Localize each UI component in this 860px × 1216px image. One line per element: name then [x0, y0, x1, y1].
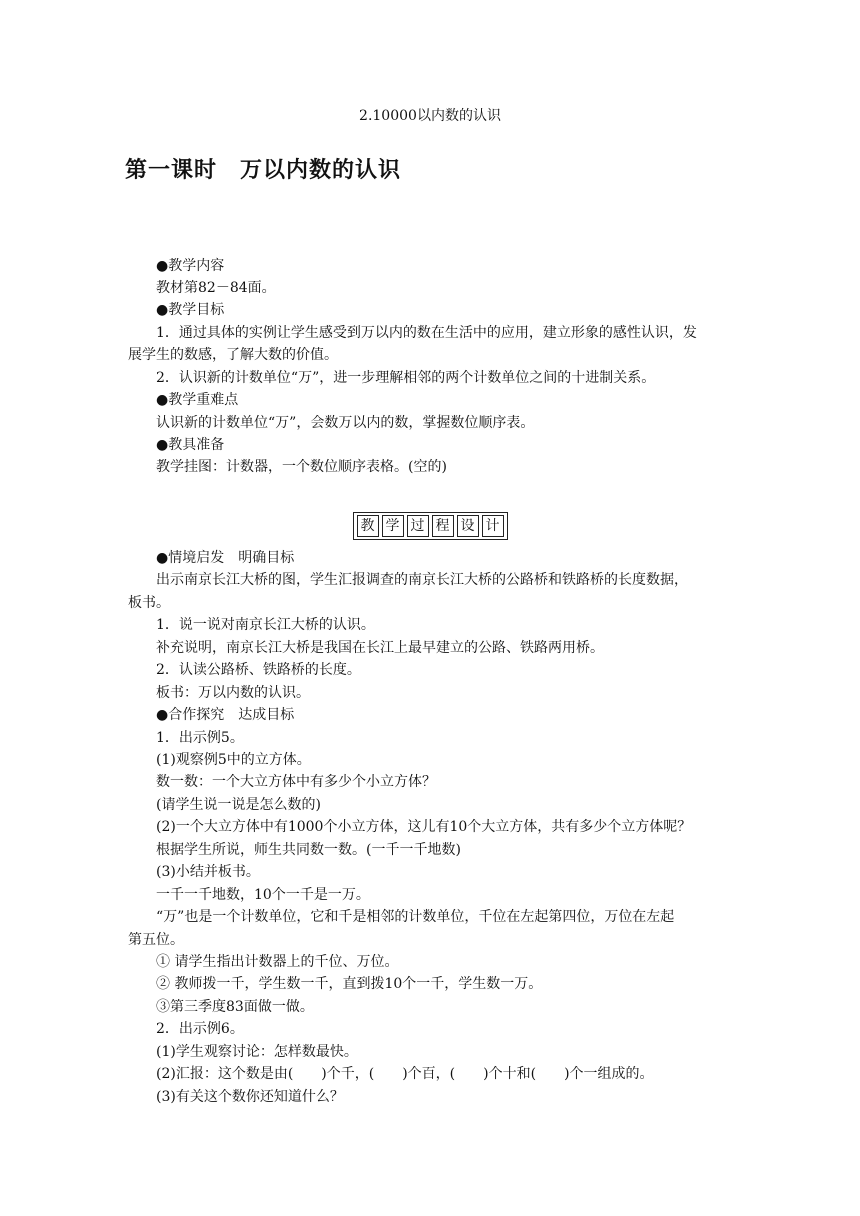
paragraph-line: 1．说一说对南京长江大桥的认识。: [156, 617, 375, 633]
paragraph-line: “万”也是一个计数单位，它和千是相邻的计数单位，千位在左起第四位，万位在左起: [156, 909, 675, 925]
paragraph-line: ② 教师拨一千，学生数一千，直到拨10个一千，学生数一万。: [156, 976, 543, 992]
paragraph-line: ③第三季度83面做一做。: [156, 999, 314, 1015]
teaching-process-banner: [0, 512, 860, 540]
banner-char: 设: [457, 515, 479, 537]
paragraph-line: 1．出示例5。: [156, 730, 244, 746]
paragraph-line: 教学挂图：计数器，一个数位顺序表格。(空的): [156, 459, 447, 475]
paragraph-line: (请学生说一说是怎么数的): [156, 797, 321, 813]
paragraph-line: 数一数：一个大立方体中有多少个小立方体？: [156, 774, 436, 790]
heading-key-points: ●教学重难点: [156, 392, 239, 408]
paragraph-line: 板书。: [128, 595, 170, 611]
paragraph-line: 出示南京长江大桥的图，学生汇报调查的南京长江大桥的公路桥和铁路桥的长度数据，: [156, 572, 688, 588]
paragraph-line: 展学生的数感，了解大数的价值。: [128, 347, 338, 363]
paragraph-line: (2)汇报：这个数是由( )个千，( )个百，( )个十和( )个一组成的。: [156, 1066, 654, 1082]
paragraph-line: 板书：万以内数的认识。: [156, 685, 310, 701]
paragraph-line: ① 请学生指出计数器上的千位、万位。: [156, 954, 399, 970]
banner-char: 学: [382, 515, 404, 537]
paragraph-line: (1)学生观察讨论：怎样数最快。: [156, 1044, 358, 1060]
paragraph-line: 2．认读公路桥、铁路桥的长度。: [156, 662, 361, 678]
paragraph-line: 第五位。: [128, 932, 184, 948]
section-title: 2.10000以内数的认识: [359, 108, 501, 124]
heading-teaching-content: ●教学内容: [156, 258, 225, 274]
heading-situation: ●情境启发 明确目标: [156, 550, 295, 566]
paragraph-line: (3)有关这个数你还知道什么？: [156, 1089, 344, 1105]
paragraph-line: (1)观察例5中的立方体。: [156, 752, 311, 768]
paragraph-line: 补充说明，南京长江大桥是我国在长江上最早建立的公路、铁路两用桥。: [156, 640, 604, 656]
paragraph-line: 根据学生所说，师生共同数一数。(一千一千地数): [156, 842, 461, 858]
heading-cooperation: ●合作探究 达成目标: [156, 707, 295, 723]
paragraph-line: 认识新的计数单位“万”，会数万以内的数，掌握数位顺序表。: [156, 415, 535, 431]
banner-char: 过: [407, 515, 429, 537]
paragraph-line: 一千一千地数，10个一千是一万。: [156, 887, 370, 903]
banner-char: 计: [482, 515, 504, 537]
paragraph-line: 2．认识新的计数单位“万”，进一步理解相邻的两个计数单位之间的十进制关系。: [156, 370, 656, 386]
paragraph-line: 2．出示例6。: [156, 1021, 244, 1037]
heading-teaching-goals: ●教学目标: [156, 302, 225, 318]
banner-char: 程: [432, 515, 454, 537]
paragraph-line: 1．通过具体的实例让学生感受到万以内的数在生活中的应用，建立形象的感性认识，发: [156, 325, 697, 341]
banner-char: 教: [357, 515, 379, 537]
paragraph-line: 教材第82－84面。: [156, 280, 276, 296]
paragraph-line: (3)小结并板书。: [156, 864, 260, 880]
heading-teaching-aids: ●教具准备: [156, 437, 225, 453]
paragraph-line: (2)一个大立方体中有1000个小立方体，这儿有10个大立方体，共有多少个立方体呢？: [156, 819, 692, 835]
lesson-title: 第一课时 万以内数的认识: [125, 158, 402, 183]
